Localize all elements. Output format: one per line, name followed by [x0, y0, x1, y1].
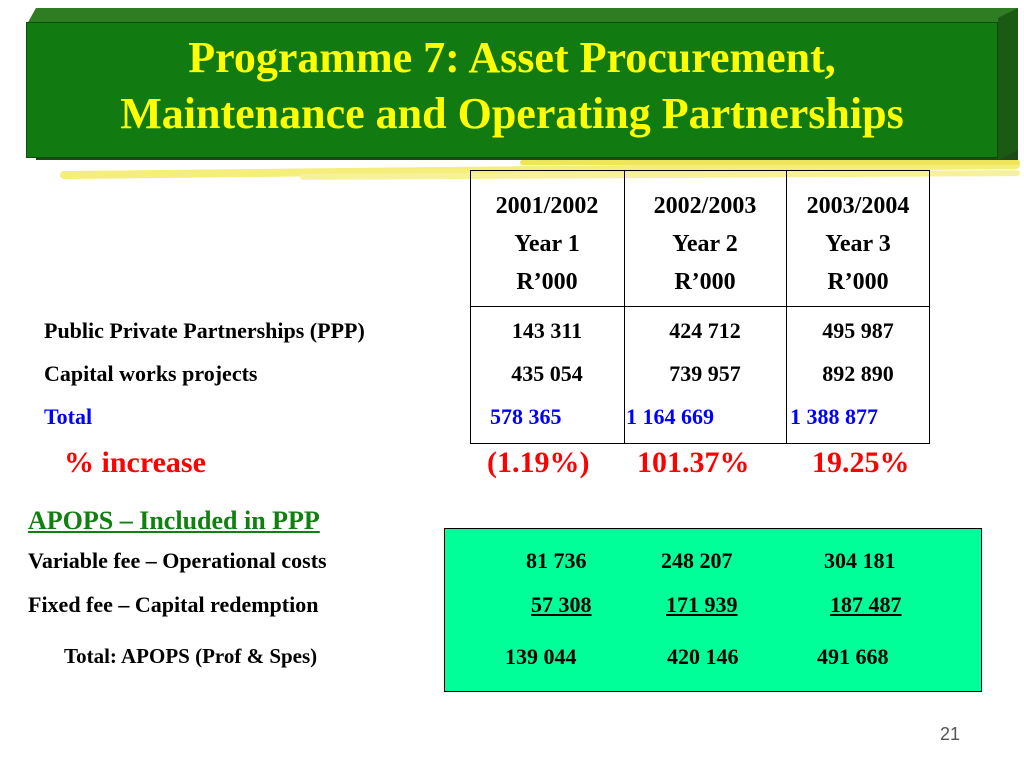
cell-total-year-2: 1 164 669: [626, 404, 714, 429]
row-label-ppp: Public Private Partnerships (PPP): [44, 318, 365, 343]
percent-increase-year-3: 19.25%: [812, 446, 910, 479]
apops-fixed-year-1: 57 308: [531, 592, 592, 617]
cell-ppp-year-1: 143 311: [511, 318, 583, 343]
apops-fixed-year-3: 187 487: [830, 592, 902, 617]
apops-variable-year-2: 248 207: [661, 548, 733, 573]
table-header-divider: [470, 306, 930, 307]
column-header-year-1: [470, 187, 624, 301]
apops-row-label-fixed-fee: Fixed fee – Capital redemption: [28, 592, 319, 617]
page-number: 21: [939, 724, 960, 744]
apops-total-year-2: 420 146: [667, 644, 739, 669]
column-period: 2003/2004: [806, 193, 910, 219]
apops-variable-year-1: 81 736: [526, 548, 587, 573]
apops-total-year-1: 139 044: [505, 644, 577, 669]
apops-fixed-year-2: 171 939: [666, 592, 738, 617]
cell-capital-year-1: 435 054: [511, 361, 583, 386]
cell-ppp-year-2: 424 712: [669, 318, 741, 343]
apops-total-year-3: 491 668: [817, 644, 889, 669]
column-period: 2001/2002: [495, 193, 599, 219]
row-label-capital-works: Capital works projects: [44, 361, 258, 386]
page-title-line-2: Maintenance and Operating Partnerships: [120, 89, 904, 138]
column-unit: R’000: [516, 269, 578, 295]
title-banner-side-edge: [998, 8, 1018, 160]
apops-heading: APOPS – Included in PPP: [28, 506, 320, 535]
apops-variable-year-3: 304 181: [824, 548, 896, 573]
column-unit: R’000: [674, 269, 736, 295]
cell-ppp-year-3: 495 987: [822, 318, 894, 343]
percent-increase-label: % increase: [64, 446, 206, 479]
cell-capital-year-2: 739 957: [669, 361, 741, 386]
percent-increase-year-2: 101.37%: [637, 446, 750, 479]
apops-total-label: Total: APOPS (Prof & Spes): [64, 644, 318, 668]
column-unit: R’000: [827, 269, 889, 295]
cell-total-year-3: 1 388 877: [790, 404, 878, 429]
brush-stroke: [520, 160, 1020, 165]
column-year: Year 2: [672, 231, 738, 257]
column-header-year-3: [786, 187, 930, 301]
column-header-year-2: [624, 187, 786, 301]
column-year: Year 3: [825, 231, 891, 257]
apops-row-label-variable-fee: Variable fee – Operational costs: [28, 548, 327, 573]
column-period: 2002/2003: [653, 193, 757, 219]
cell-capital-year-3: 892 890: [822, 361, 894, 386]
cell-total-year-1: 578 365: [490, 404, 562, 429]
percent-increase-year-1: (1.19%): [487, 446, 590, 479]
row-label-total: Total: [44, 404, 93, 429]
page-title: [26, 30, 998, 142]
column-year: Year 1: [514, 231, 580, 257]
page-title-line-1: Programme 7: Asset Procurement,: [188, 33, 836, 82]
